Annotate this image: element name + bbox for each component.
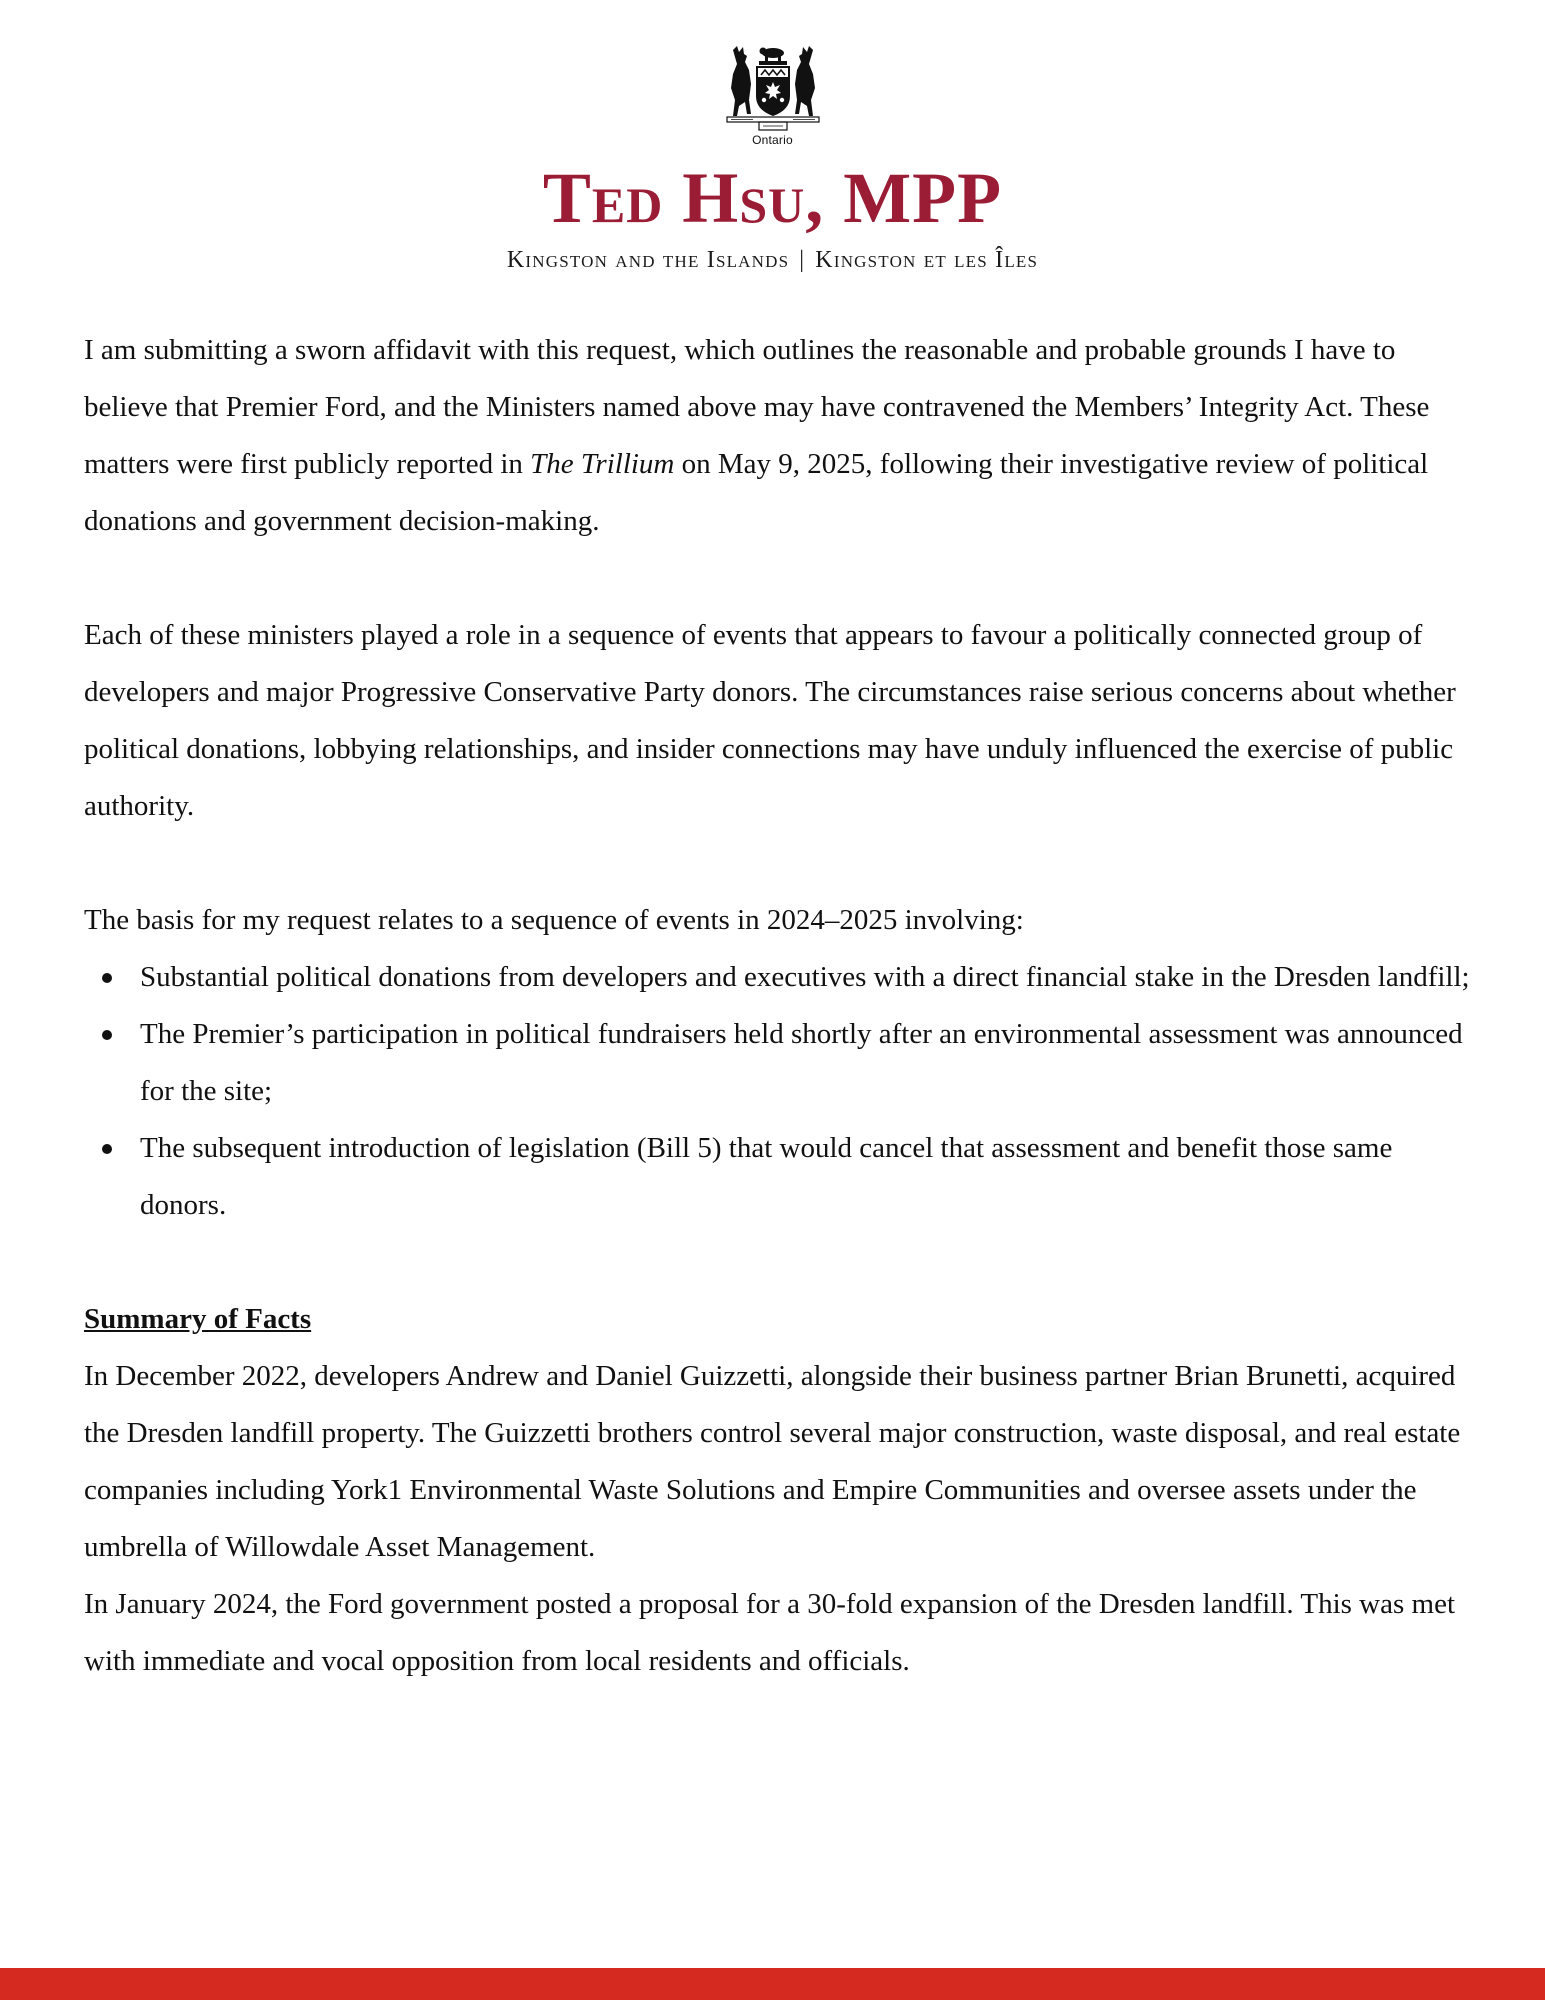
list-item-text: The Premier’s participation in political fundraisers held shortly after an environmental assessment was announced for the site; [140, 1018, 1463, 1107]
riding-english: Kingston and the Islands [506, 247, 790, 273]
list-item [84, 1006, 1484, 1120]
paragraph-spacer [84, 1234, 1484, 1291]
letter-body [84, 322, 1484, 1690]
list-item-text: Substantial political donations from developers and executives with a direct financial stake in the Dresden landfill; [140, 961, 1470, 993]
list-item-text: The subsequent introduction of legislation (Bill 5) that would cancel that assessment and benefit those same donors. [140, 1132, 1393, 1221]
paragraph-expansion: In January 2024, the Ford government posted a proposal for a 30-fold expansion of the Dresden landfill. This was met with immediate and vocal opposition from local residents and officials. [84, 1588, 1456, 1677]
paragraph-basis: The basis for my request relates to a sequence of events in 2024–2025 involving: [84, 904, 1024, 936]
footer-bar [0, 1968, 1545, 2000]
letterhead-crest [0, 44, 1545, 147]
riding-line [0, 248, 1545, 272]
bullet-icon [102, 1144, 112, 1154]
list-item [84, 949, 1484, 1006]
bullet-icon [102, 1030, 112, 1040]
riding-french: Kingston et les Îles [815, 247, 1039, 273]
paragraph-affidavit-start: I am submitting a sworn affidavit with this request, which outlines the reasonable and probable grounds I have to believe that Premier Ford, and the Ministers named above may have contravened the Members’ Integrity Act. These matters were first publicly reported in [84, 334, 1430, 480]
paragraph-spacer [84, 550, 1484, 607]
ontario-coat-of-arms-icon [723, 44, 823, 132]
riding-separator: | [799, 247, 806, 273]
basis-list [84, 949, 1484, 1234]
paragraph-spacer [84, 835, 1484, 892]
list-item [84, 1120, 1484, 1234]
paragraph-ministers: Each of these ministers played a role in a sequence of events that appears to favour a politically connected group of developers and major Progressive Conservative Party donors. The circumstances raise serious concerns about whether political donations, lobbying relationships, and insider connections may have unduly influenced the exercise of public authority. [84, 619, 1456, 822]
paragraph-affidavit-end: on May 9, 2025, following their investigative review of political donations and government decision-making. [84, 448, 1429, 537]
paragraph-acquisition: In December 2022, developers Andrew and Daniel Guizzetti, alongside their business partner Brian Brunetti, acquired the Dresden landfill property. The Guizzetti brothers control several major construction, waste disposal, and real estate companies including York1 Environmental Waste Solutions and Empire Communities and oversee assets under the umbrella of Willowdale Asset Management. [84, 1360, 1461, 1563]
paragraph-affidavit [84, 322, 1484, 550]
bullet-icon [102, 973, 112, 983]
publication-title: The Trillium [530, 448, 675, 480]
mpp-name: Ted Hsu, MPP [542, 158, 1003, 238]
crest-caption: Ontario [752, 133, 793, 147]
section-heading: Summary of Facts [84, 1303, 312, 1335]
